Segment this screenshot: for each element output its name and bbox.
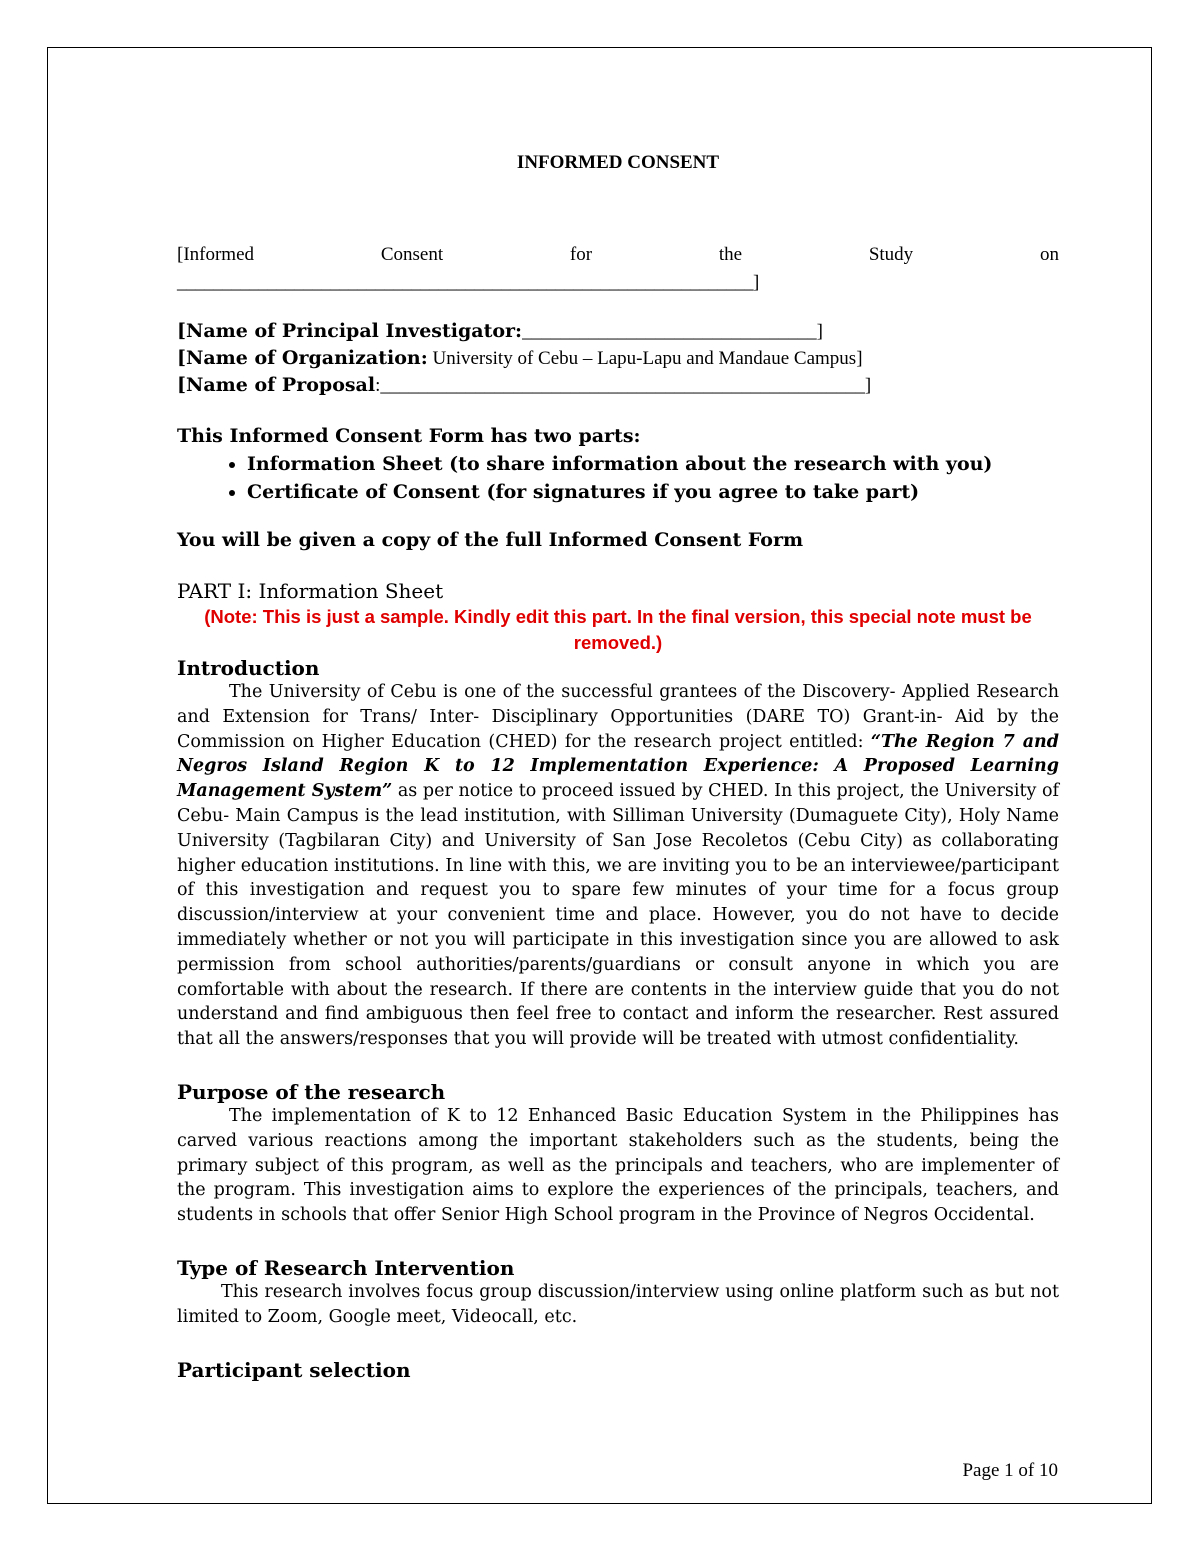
consent-word: on [1039,244,1059,265]
introduction-heading: Introduction [177,656,320,680]
investigator-value: _______________________________] [522,321,823,342]
proposal-field [177,372,1059,399]
consent-word: for [569,244,593,265]
introduction-paragraph [177,680,1059,1052]
document-body [177,152,1059,1382]
intervention-heading: Type of Research Intervention [177,1255,515,1280]
study-blank-line: ________________________________________________________________] [177,272,759,293]
parts-list [177,450,1059,506]
proposal-fields [177,318,1059,399]
page-number: Page 1 of 10 [962,1460,1058,1481]
proposal-value: :___________________________________________________] [375,375,872,396]
organization-value: University of Cebu – Lapu-Lapu and Mandaue Campus] [427,348,863,369]
participant-selection-heading: Participant selection [177,1357,411,1382]
organization-field [177,345,1059,372]
project-title: “The Region 7 and Negros Island Region K to 12 Implementation Experience: A Proposed Learning Management System” [177,731,1060,802]
investigator-label: [Name of Principal Investigator: [177,320,523,342]
introduction-text-after: as per notice to proceed issued by CHED. In this project, the University of Cebu- Main Campus is the lead institution, with Silliman University (Dumaguete City), Holy Name University (Tagbilaran City) and University of San Jose Recoletos (Cebu City) as collaborating higher education institutions. In line with this, we are inviting you to be an interviewee/participant of this investigation and request you to spare few minutes of your time for a focus group discussion/interview at your convenient time and place. However, you do not have to decide immediately whether or not you will participate in this investigation since you are allowed to ask permission from school authorities/parents/guardians or consult anyone in which you are comfortable with about the research. If there are contents in the interview guide that you do not understand and find ambiguous then feel free to contact and inform the researcher. Rest assured that all the answers/responses that you will provide will be treated with utmost confidentiality. [177,781,1060,1050]
consent-word: [Informed [177,244,255,265]
proposal-label: [Name of Proposal [177,374,376,396]
consent-word: the [718,244,743,265]
consent-study-line [177,244,1059,266]
intervention-paragraph: This research involves focus group discussion/interview using online platform such as but not limited to Zoom, Google meet, Videocall, etc. [177,1281,1059,1327]
introduction-text-before: The University of Cebu is one of the successful grantees of the Discovery- Applied Research and Extension for Trans/ Inter- Disciplinary Opportunities (DARE TO) Grant-in- Aid by the Commission on Higher Education (CHED) for the research project entitled: [177,682,1059,752]
list-item: • Certificate of Consent (for signatures if you agree to take part) [247,478,1059,506]
purpose-paragraph: The implementation of K to 12 Enhanced Basic Education System in the Philippines has carved various reactions among the important stakeholders such as the students, being the primary subject of this program, as well as the principals and teachers, who are implementer of the program. This investigation aims to explore the experiences of the principals, teachers, and students in schools that offer Senior High School program in the Province of Negros Occidental. [177,1105,1059,1226]
page-title: INFORMED CONSENT [516,152,720,173]
purpose-heading: Purpose of the research [177,1079,446,1104]
parts-heading: This Informed Consent Form has two parts: [177,425,641,447]
consent-word: Study [868,244,914,265]
investigator-field [177,318,1059,345]
list-item: • Information Sheet (to share information about the research with you) [247,450,1059,478]
organization-label: [Name of Organization: [177,347,428,369]
special-note: (Note: This is just a sample. Kindly edit this part. In the final version, this special note must be removed.) [204,606,1032,653]
consent-word: Consent [380,244,444,265]
copy-notice: You will be given a copy of the full Informed Consent Form [177,529,804,551]
part1-title: PART I: Information Sheet [177,579,444,603]
